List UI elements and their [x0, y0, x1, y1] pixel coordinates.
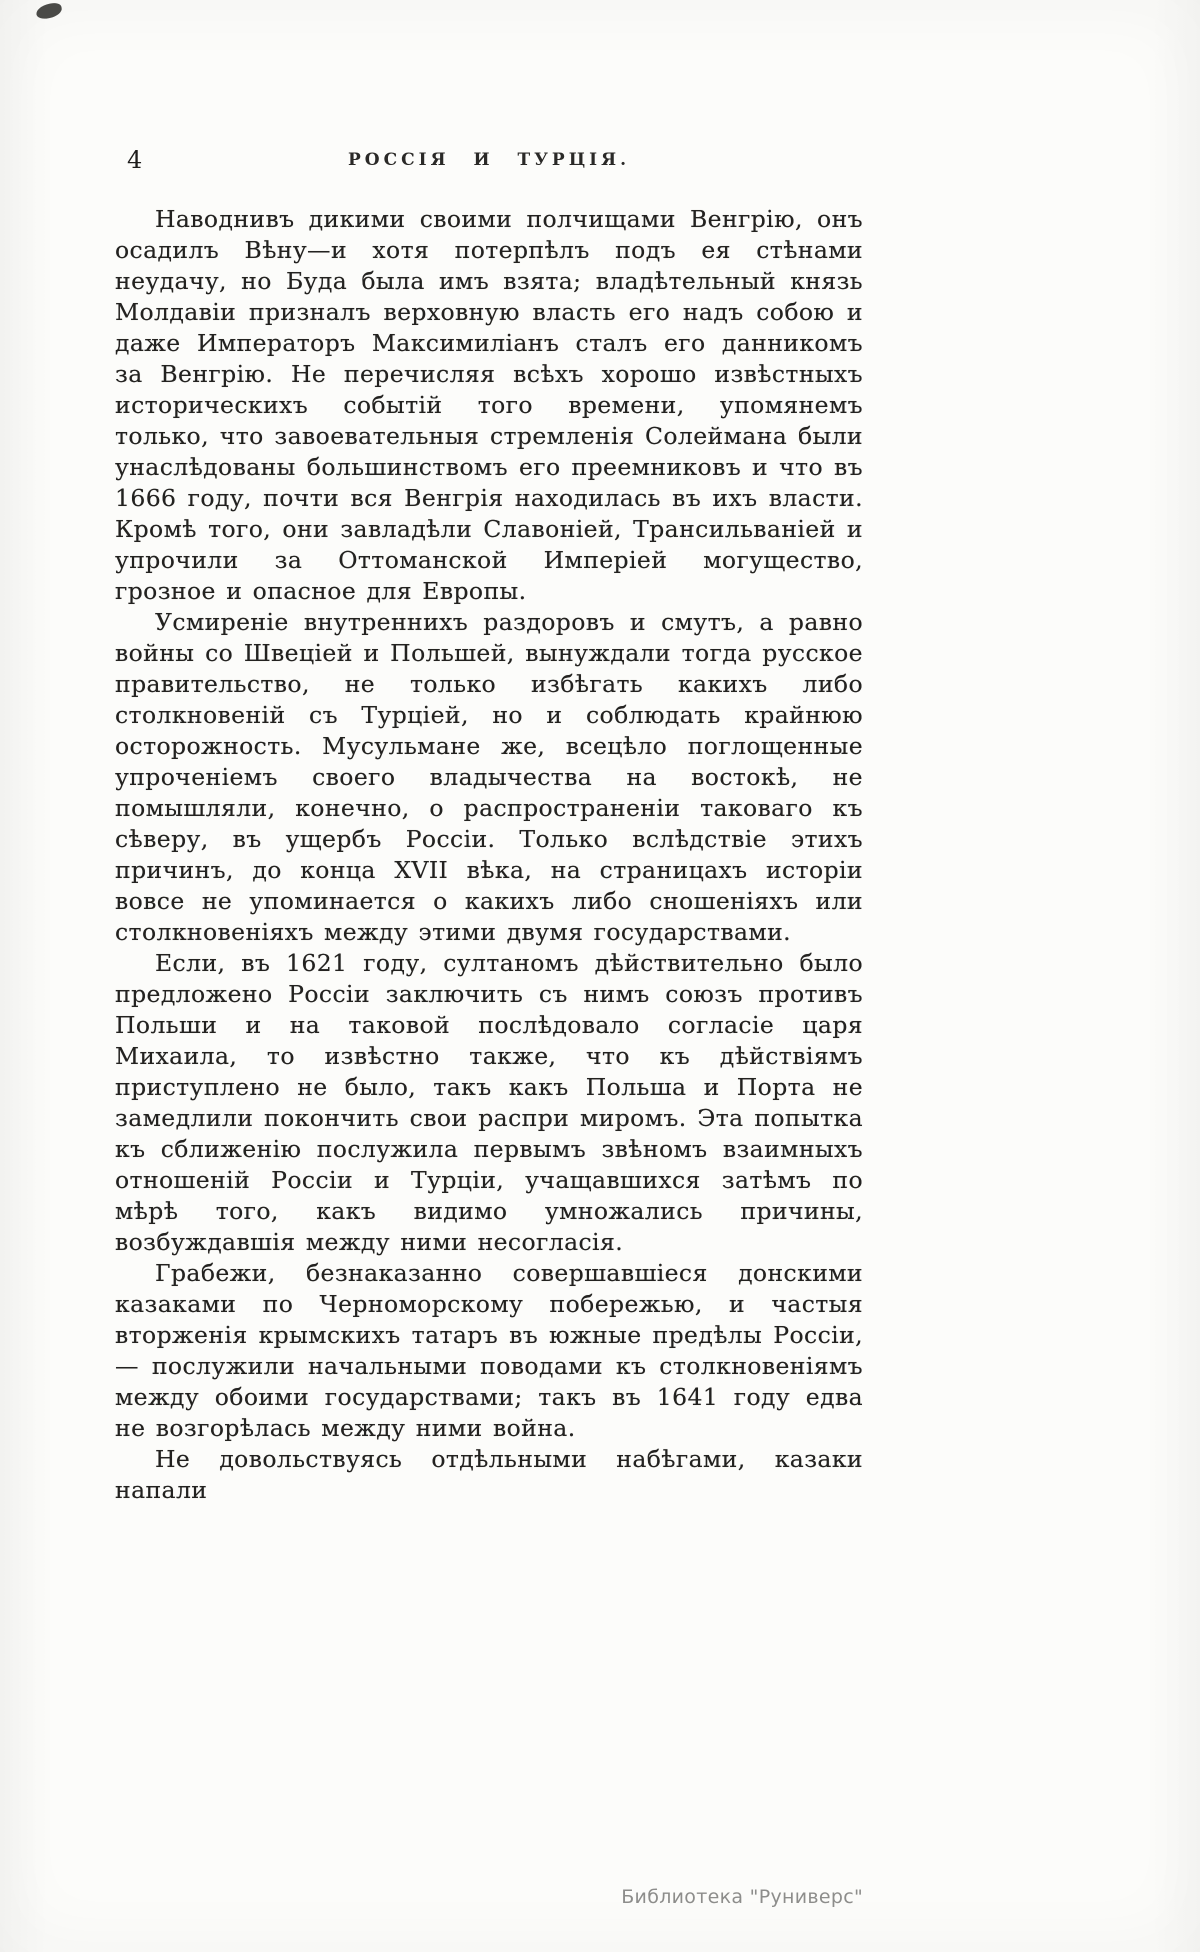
- paragraph-5: Не довольствуясь отдѣльными набѣгами, казаки напали: [115, 1445, 863, 1504]
- library-watermark: Библиотека "Руниверс": [621, 1886, 863, 1908]
- scan-artifact: [35, 1, 63, 20]
- page-number: 4: [127, 146, 143, 174]
- running-title: РОССІЯ И ТУРЦІЯ.: [347, 150, 630, 170]
- page-body: [115, 204, 863, 1506]
- running-header: [115, 146, 863, 178]
- paragraph-1: Наводнивъ дикими своими полчищами Венгрію, онъ осадилъ Вѣну—и хотя потерпѣлъ подъ ея стѣнами неудачу, но Буда была имъ взята; владѣтельный князь Молдавіи призналъ верховную власть его надъ собою и даже Императоръ Максимиліанъ сталъ его данникомъ за Венгрію. Не перечисляя всѣхъ хорошо извѣстныхъ историческихъ событій того времени, упомянемъ только, что завоевательныя стремленія Солеймана были унаслѣдованы большинствомъ его преемниковъ и что въ 1666 году, почти вся Венгрія находилась въ ихъ власти. Кромѣ того, они завладѣли Славоніей, Трансильваніей и упрочили за Оттоманской Имперіей могущество, грозное и опасное для Европы.: [115, 205, 863, 605]
- paragraph-2: Усмиреніе внутреннихъ раздоровъ и смутъ, а равно войны со Швеціей и Польшей, вынуждали тогда русское правительство, не только избѣгать какихъ либо столкновеній съ Турціей, но и соблюдать крайнюю осторожность. Мусульмане же, всецѣло поглощенные упроченіемъ своего владычества на востокѣ, не помышляли, конечно, о распространеніи таковаго къ сѣверу, въ ущербъ Россіи. Только вслѣдствіе этихъ причинъ, до конца XVII вѣка, на страницахъ исторіи вовсе не упоминается о какихъ либо сношеніяхъ или столкновеніяхъ между этими двумя государствами.: [115, 608, 863, 946]
- paragraph-3: Если, въ 1621 году, султаномъ дѣйствительно было предложено Россіи заключить съ нимъ союзъ противъ Польши и на таковой послѣдовало согласіе царя Михаила, то извѣстно также, что къ дѣйствіямъ приступлено не было, такъ какъ Польша и Порта не замедлили покончить свои распри миромъ. Эта попытка къ сближенію послужила первымъ звѣномъ взаимныхъ отношеній Россіи и Турціи, учащавшихся затѣмъ по мѣрѣ того, какъ видимо умножались причины, возбуждавшія между ними несогласія.: [115, 949, 863, 1256]
- paragraph-4: Грабежи, безнаказанно совершавшіеся донскими казаками по Черноморскому побережью, и частыя вторженія крымскихъ татаръ въ южные предѣлы Россіи, — послужили начальными поводами къ столкновеніямъ между обоими государствами; такъ въ 1641 году едва не возгорѣлась между ними война.: [115, 1259, 863, 1442]
